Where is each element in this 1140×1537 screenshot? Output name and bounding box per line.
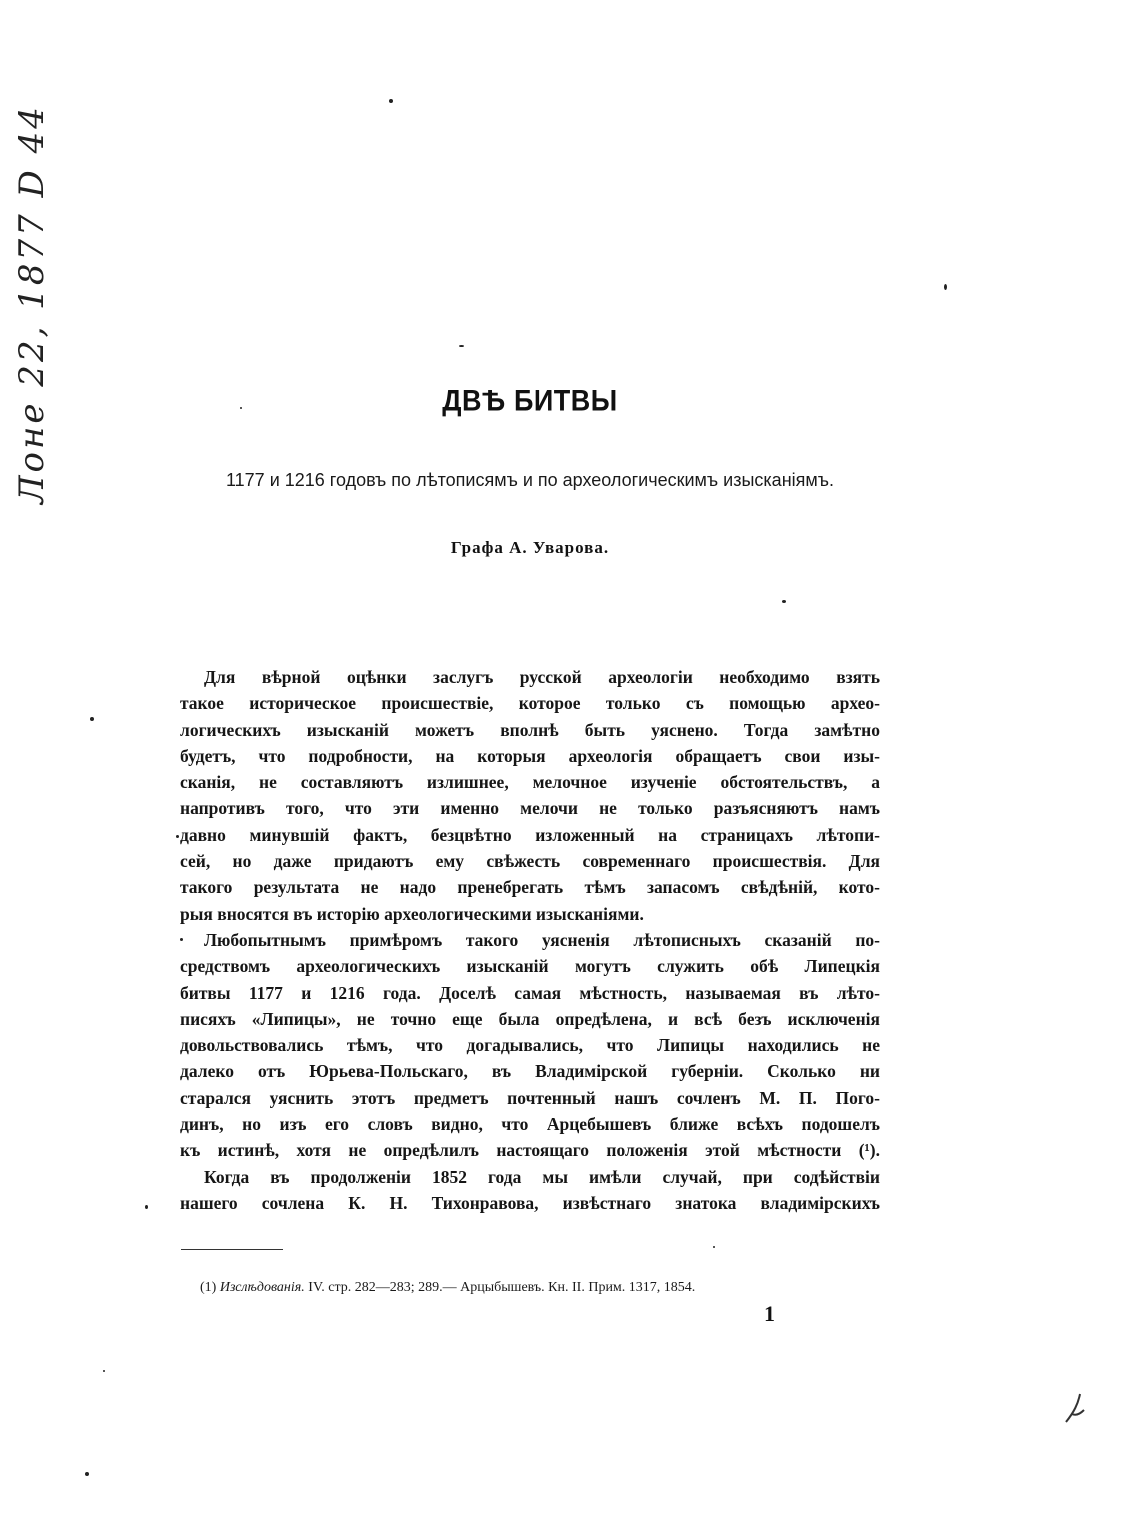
scan-speck bbox=[176, 835, 179, 838]
scan-speck bbox=[944, 284, 947, 290]
scan-speck bbox=[459, 345, 464, 347]
body-line: средствомъ археологическихъ изысканій могутъ служить обѣ Липецкія bbox=[180, 956, 880, 977]
handwritten-margin-note: Лоне 22, 1877 D 44 bbox=[12, 104, 52, 504]
body-line: логическихъ изысканій можетъ вполнѣ быть уяснено. Тогда замѣтно bbox=[180, 719, 880, 740]
footnote-divider bbox=[181, 1249, 283, 1250]
scan-speck bbox=[180, 938, 183, 941]
body-line: нашего сочлена К. Н. Тихонравова, извѣстнаго знатока владимірскихъ bbox=[180, 1192, 880, 1213]
body-line: сканія, не составляютъ излишнее, мелочное изученіе обстоятельствъ, а bbox=[180, 772, 880, 793]
scan-speck bbox=[240, 407, 242, 409]
scan-speck bbox=[103, 1370, 105, 1372]
body-line: такого результата не надо пренебрегать тѣмъ запасомъ свѣдѣній, кото- bbox=[180, 877, 880, 898]
article-subtitle: 1177 и 1216 годовъ по лѣтописямъ и по археологическимъ изысканіямъ. bbox=[225, 470, 835, 490]
body-line: рыя вносятся въ исторію археологическими изысканіями. bbox=[180, 903, 644, 924]
body-line: битвы 1177 и 1216 года. Доселѣ самая мѣстность, называемая въ лѣто- bbox=[180, 982, 880, 1003]
article-author: Графа А. Уварова. bbox=[450, 538, 610, 557]
body-line: будетъ, что подробности, на которыя археологія обращаетъ свои изы- bbox=[180, 745, 880, 766]
body-line: къ истинѣ, хотя не опредѣлилъ настоящаго положенія этой мѣстности (¹). bbox=[180, 1140, 880, 1161]
body-line: давно минувшій фактъ, безцвѣтно изложенный на страницахъ лѣтопи- bbox=[180, 824, 880, 845]
scan-mark-icon bbox=[1060, 1392, 1090, 1426]
footnote-source-title: Изслѣдованія. bbox=[219, 1280, 305, 1295]
scan-speck bbox=[145, 1205, 148, 1209]
scan-speck bbox=[389, 99, 393, 103]
footnote-marker: (1) bbox=[200, 1280, 217, 1295]
scan-speck bbox=[90, 717, 94, 721]
body-line: Для вѣрной оцѣнки заслугъ русской археологіи необходимо взять bbox=[204, 667, 880, 687]
body-text bbox=[180, 664, 880, 1216]
body-line: далеко отъ Юрьева-Польскаго, въ Владимірской губерніи. Сколько ни bbox=[180, 1061, 880, 1082]
scan-speck bbox=[782, 600, 786, 603]
body-line: писяхъ «Липицы», не точно еще была опредѣлена, и всѣ безъ исключенія bbox=[180, 1008, 880, 1029]
footnote bbox=[200, 1280, 900, 1296]
body-line: Когда въ продолженіи 1852 года мы имѣли случай, при содѣйствіи bbox=[204, 1166, 880, 1187]
footnote-reference: IV. стр. 282—283; 289.— Арцыбышевъ. Кн. II. Прим. 1317, 1854. bbox=[308, 1280, 696, 1295]
body-line: довольствовались тѣмъ, что догадывались, что Липицы находились не bbox=[180, 1035, 880, 1056]
body-line: напротивъ того, что эти именно мелочи не только разъясняютъ намъ bbox=[180, 798, 880, 819]
scan-speck bbox=[713, 1246, 715, 1248]
body-line: Любопытнымъ примѣромъ такого уясненія лѣтописныхъ сказаній по- bbox=[204, 929, 880, 950]
body-line: динъ, но изъ его словъ видно, что Арцебышевъ ближе всѣхъ подошелъ bbox=[180, 1114, 880, 1135]
body-line: такое историческое происшествіе, которое только съ помощью архео- bbox=[180, 693, 880, 714]
article-title: ДВѢ БИТВЫ bbox=[442, 384, 618, 418]
body-line: сей, но даже придаютъ ему свѣжесть современнаго происшествія. Для bbox=[180, 851, 880, 872]
scan-speck bbox=[85, 1472, 89, 1476]
body-line: старался уяснить этотъ предметъ почтенный нашъ сочленъ М. П. Пого- bbox=[180, 1087, 880, 1108]
page-number: 1 bbox=[764, 1301, 775, 1326]
